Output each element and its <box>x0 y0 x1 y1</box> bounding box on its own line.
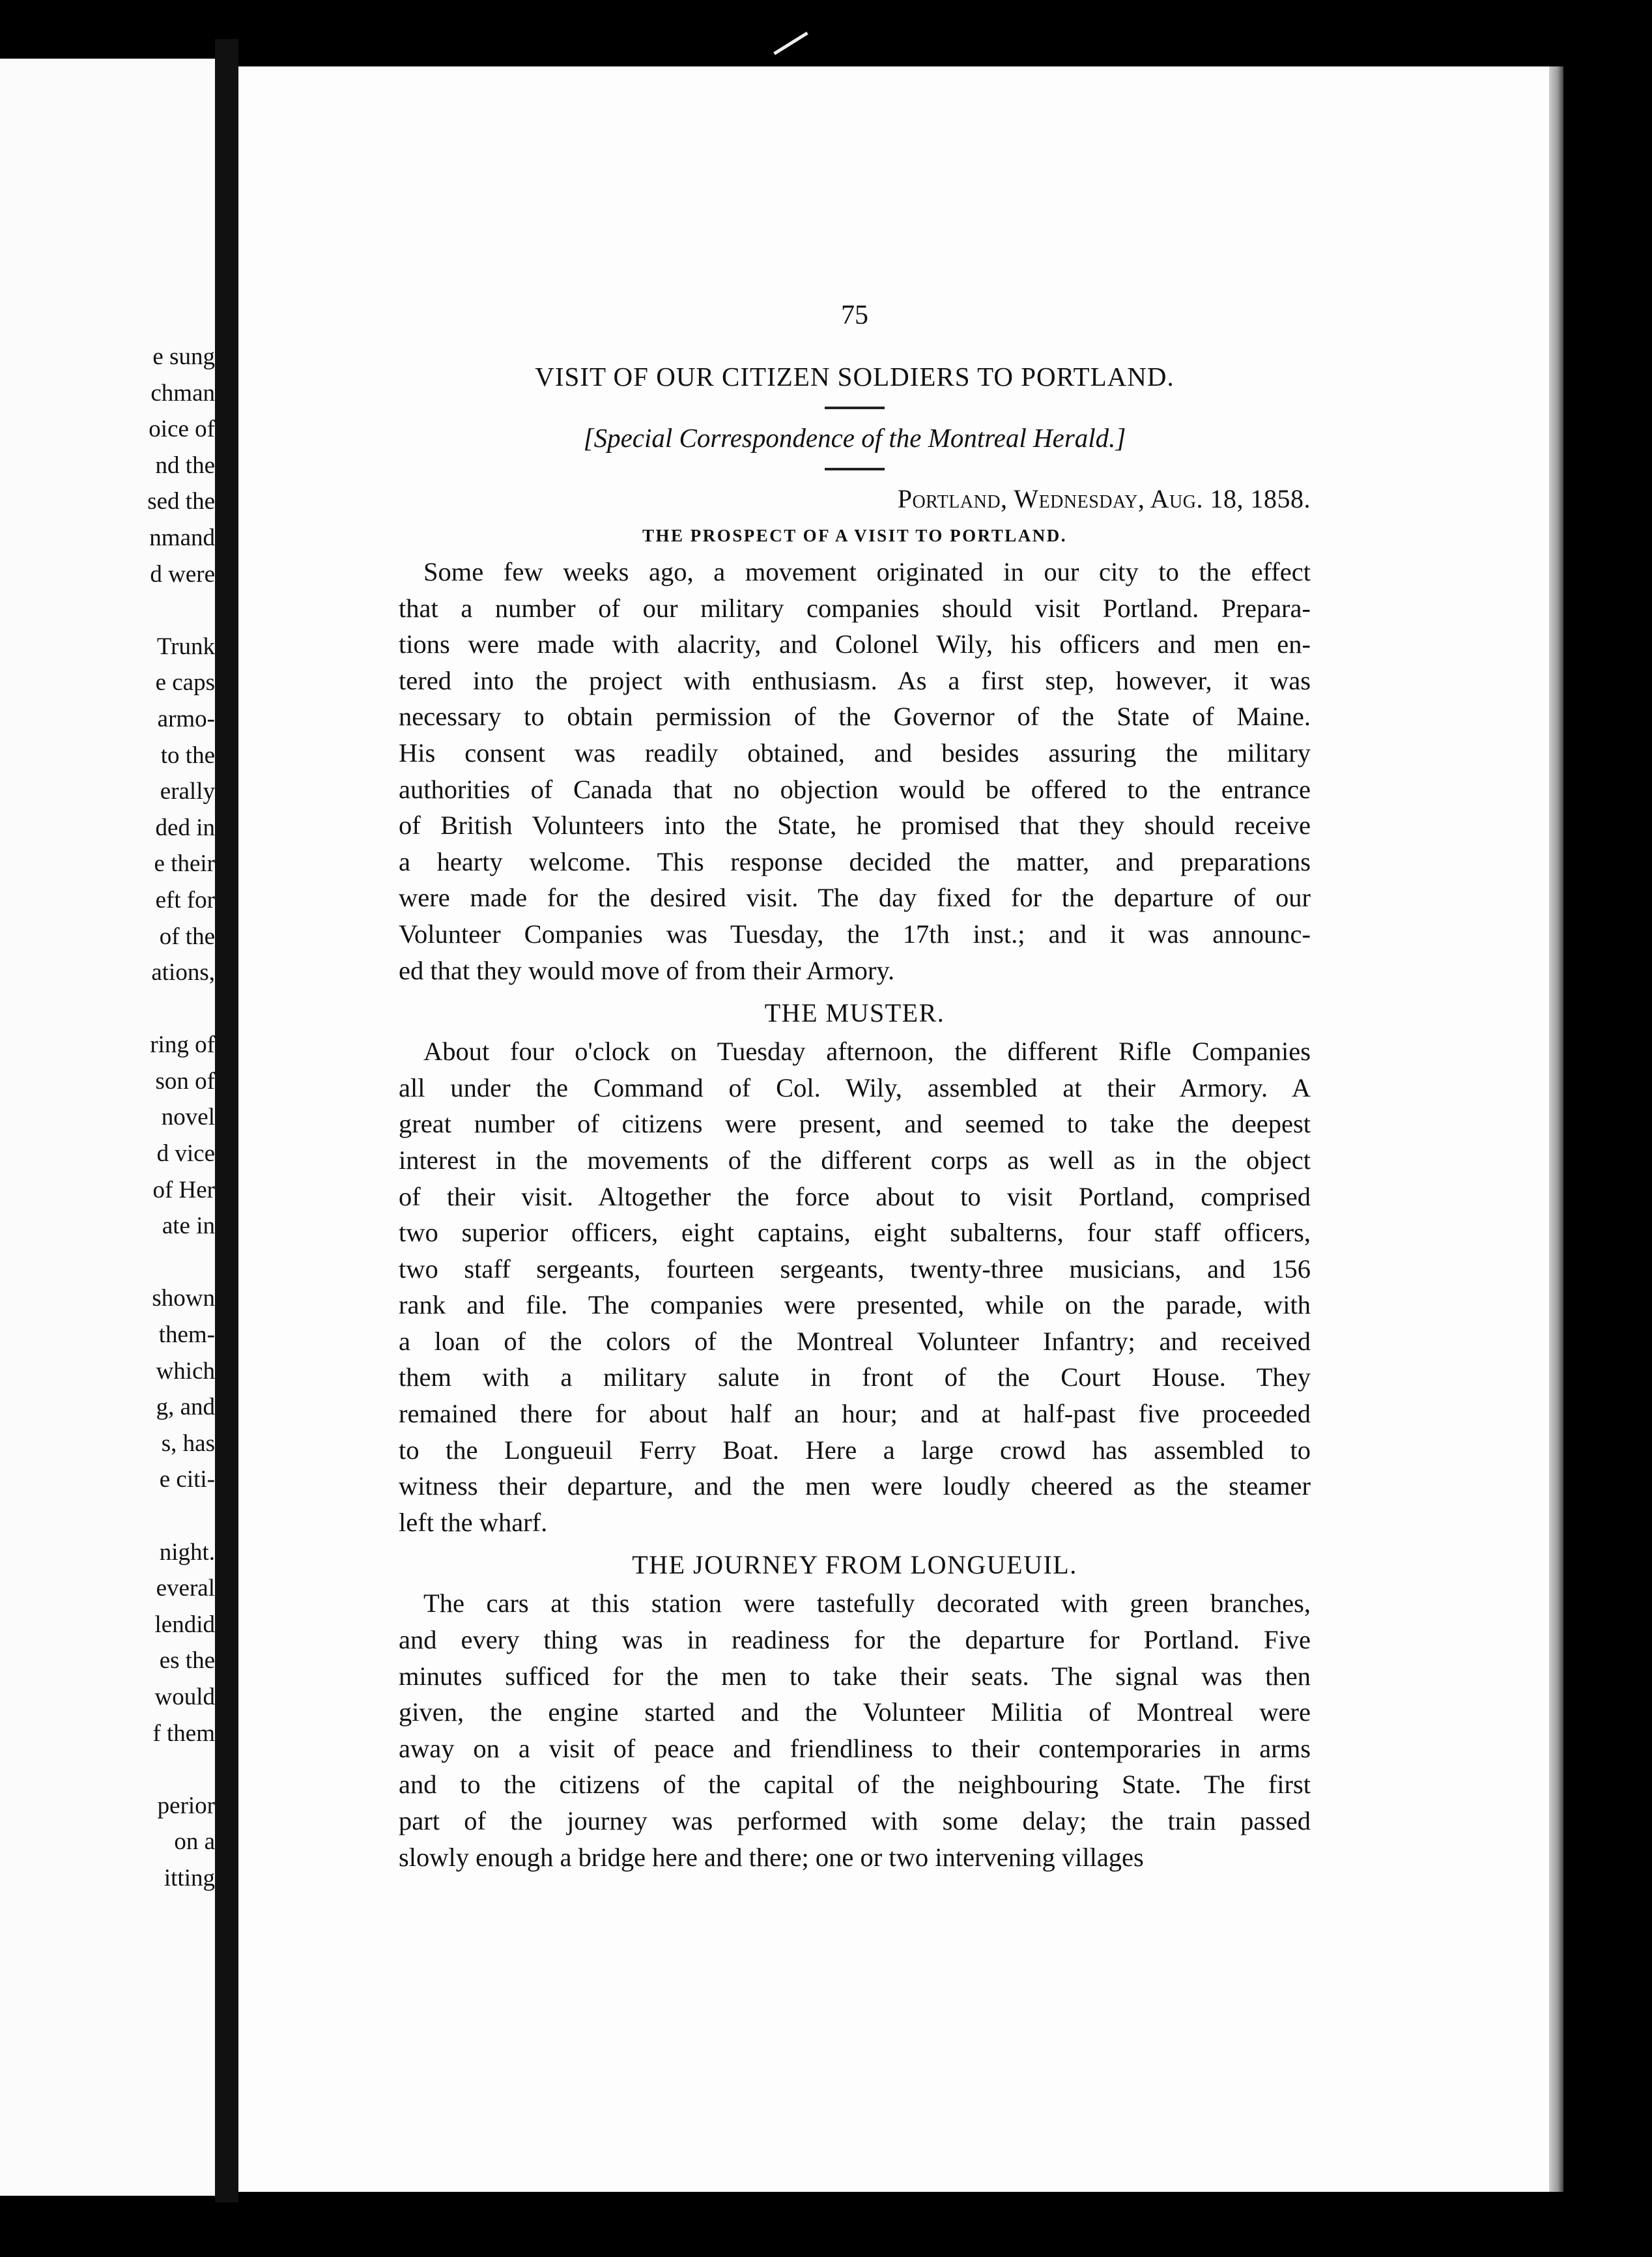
paragraph-line: remained there for about half an hour; and at half-past five proceeded <box>399 1399 1311 1429</box>
left-page-line: g, and <box>156 1394 215 1421</box>
paragraph-line: were made for the desired visit. The day fixed for the departure of our <box>399 883 1311 913</box>
left-page-line: nd the <box>155 452 215 479</box>
left-page-line: eft for <box>155 886 215 913</box>
page-content <box>399 300 1311 1875</box>
paragraph-line: Some few weeks ago, a movement originated in our city to the effect <box>423 557 1311 586</box>
left-page-line: d vice <box>156 1140 215 1168</box>
left-page-line: night. <box>159 1538 215 1566</box>
left-page-line: sed the <box>147 488 215 515</box>
left-page-line <box>0 991 215 1028</box>
paragraph-line: great number of citizens were present, and seemed to take the deepest <box>399 1109 1311 1139</box>
left-page-line: would <box>154 1683 215 1710</box>
muster-heading: THE MUSTER. <box>764 998 945 1028</box>
left-page-line: ate in <box>162 1213 215 1240</box>
left-page-line: oice of <box>149 416 215 443</box>
prospect-paragraph <box>399 554 1311 988</box>
paragraph-line: them with a military salute in front of the Court House. They <box>399 1362 1311 1392</box>
left-page-line: e sung <box>152 343 215 370</box>
left-page-line: lendid <box>154 1611 215 1638</box>
paragraph-line: that a number of our military companies should visit Portland. Prepara- <box>399 593 1311 623</box>
journey-heading: THE JOURNEY FROM LONGUEUIL. <box>632 1550 1077 1580</box>
left-page-text <box>0 339 215 1897</box>
paragraph-line: About four o'clock on Tuesday afternoon, the different Rifle Companies <box>423 1037 1311 1067</box>
left-page-line: nmand <box>149 524 215 551</box>
paragraph-line: interest in the movements of the different corps as well as in the object <box>399 1145 1311 1175</box>
left-page-line: chman <box>150 379 215 407</box>
paragraph-line: tered into the project with enthusiasm. As a first step, however, it was <box>399 665 1311 695</box>
left-page-fragment <box>0 59 215 2196</box>
left-page-line: es the <box>159 1647 215 1675</box>
paragraph-line: ed that they would move of from their Armory. <box>399 955 895 985</box>
paragraph-line: necessary to obtain permission of the Governor of the State of Maine. <box>399 702 1311 732</box>
left-page-line: perior <box>157 1792 215 1819</box>
journey-paragraph <box>399 1585 1311 1875</box>
paragraph-line: The cars at this station were tastefully decorated with green branches, <box>423 1589 1311 1618</box>
paragraph-line: witness their departure, and the men were loudly cheered as the steamer <box>399 1471 1311 1501</box>
article-subtitle: [Special Correspondence of the Montreal Herald.] <box>583 423 1126 453</box>
left-page-line: which <box>156 1357 215 1385</box>
article-title: VISIT OF OUR CITIZEN SOLDIERS TO PORTLAND. <box>535 362 1175 392</box>
prospect-heading: THE PROSPECT OF A VISIT TO PORTLAND. <box>642 526 1067 545</box>
left-page-line: of Her <box>152 1176 215 1203</box>
left-page-line: ations, <box>151 959 215 986</box>
left-page-line: f them <box>152 1719 215 1747</box>
left-page-line: e citi- <box>159 1466 215 1493</box>
paragraph-line: tions were made with alacrity, and Colonel Wily, his officers and men en- <box>399 629 1311 659</box>
left-page-line: of the <box>159 923 215 950</box>
paragraph-line: to the Longueuil Ferry Boat. Here a large crowd has assembled to <box>399 1435 1311 1465</box>
paragraph-line: part of the journey was performed with some delay; the train passed <box>399 1806 1311 1835</box>
subtitle-rule <box>825 468 885 470</box>
left-page-line: to the <box>160 741 215 769</box>
page-edge <box>1549 66 1563 2192</box>
paragraph-line: authorities of Canada that no objection would be offered to the entrance <box>399 774 1311 804</box>
paragraph-line: Volunteer Companies was Tuesday, the 17th inst.; and it was announc- <box>399 919 1311 949</box>
left-page-line <box>0 1244 215 1281</box>
left-page-line: shown <box>152 1285 215 1312</box>
paragraph-line: left the wharf. <box>399 1507 548 1537</box>
left-page-line: erally <box>160 778 215 805</box>
paragraph-line: two staff sergeants, fourteen sergeants, twenty-three musicians, and 156 <box>399 1254 1311 1284</box>
left-page-line: son of <box>155 1067 215 1095</box>
left-page-line: e caps <box>155 669 215 697</box>
left-page-line <box>0 1751 215 1788</box>
muster-paragraph <box>399 1033 1311 1540</box>
left-page-line: d were <box>150 560 215 588</box>
paragraph-line: minutes sufficed for the men to take their seats. The signal was then <box>399 1661 1311 1691</box>
paragraph-line: away on a visit of peace and friendliness to their contemporaries in arms <box>399 1733 1311 1763</box>
left-page-line <box>0 1498 215 1534</box>
paragraph-line: rank and file. The companies were presented, while on the parade, with <box>399 1290 1311 1320</box>
left-page-line: on a <box>174 1828 215 1856</box>
left-page-line: itting <box>164 1864 215 1891</box>
left-page-line: e their <box>154 850 215 878</box>
scan-mark <box>773 31 808 55</box>
paragraph-line: a hearty welcome. This response decided the matter, and preparations <box>399 846 1311 876</box>
left-page-line: ded in <box>155 814 215 841</box>
paragraph-line: two superior officers, eight captains, eight subalterns, four staff officers, <box>399 1218 1311 1248</box>
paragraph-line: slowly enough a bridge here and there; one or two intervening villages <box>399 1842 1144 1872</box>
left-page-line: everal <box>156 1575 215 1602</box>
book-spine <box>215 39 238 2202</box>
paragraph-line: and to the citizens of the capital of the neighbouring State. The first <box>399 1770 1311 1800</box>
paragraph-line: a loan of the colors of the Montreal Volunteer Infantry; and received <box>399 1326 1311 1356</box>
left-page-line: ring of <box>150 1031 215 1059</box>
paragraph-line: of their visit. Altogether the force about to visit Portland, comprised <box>399 1181 1311 1211</box>
paragraph-line: all under the Command of Col. Wily, assembled at their Armory. A <box>399 1072 1311 1102</box>
paragraph-line: and every thing was in readiness for the departure for Portland. Five <box>399 1625 1311 1655</box>
paragraph-line: given, the engine started and the Volunteer Militia of Montreal were <box>399 1697 1311 1727</box>
left-page-line: them- <box>158 1321 215 1349</box>
title-rule <box>825 407 885 409</box>
left-page-line: armo- <box>157 705 215 732</box>
page-number: 75 <box>841 300 868 330</box>
left-page-line: s, has <box>161 1430 215 1457</box>
left-page-line: novel <box>161 1104 215 1131</box>
paragraph-line: His consent was readily obtained, and besides assuring the military <box>399 738 1311 768</box>
left-page-line <box>0 592 215 629</box>
paragraph-line: of British Volunteers into the State, he promised that they should receive <box>399 811 1311 841</box>
dateline: Portland, Wednesday, Aug. 18, 1858. <box>897 484 1311 513</box>
left-page-line: Trunk <box>156 633 215 660</box>
